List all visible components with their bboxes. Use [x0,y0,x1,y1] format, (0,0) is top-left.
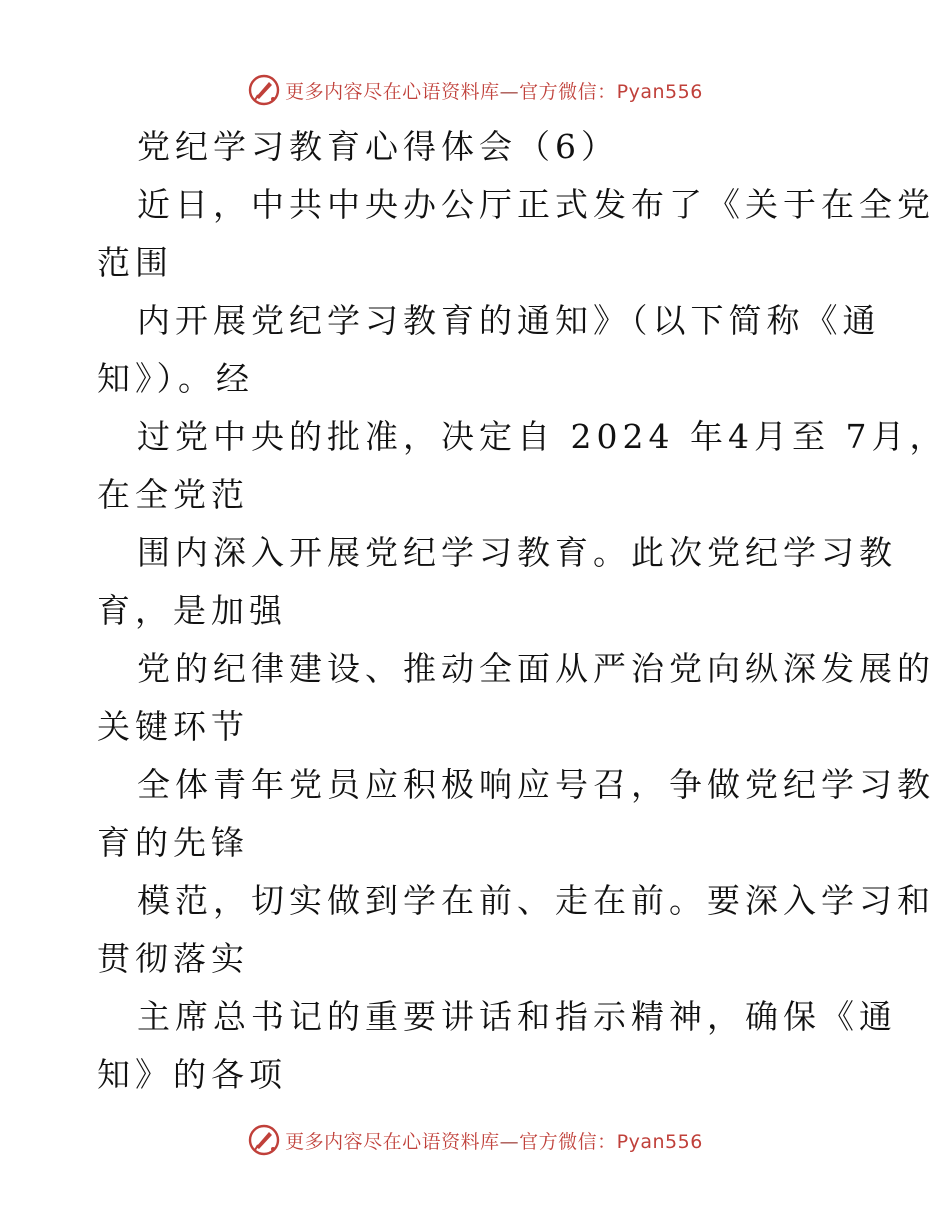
paragraph-line: 主席总书记的重要讲话和指示精神，确保《通 [137,997,897,1036]
quill-pen-icon [247,1123,281,1157]
watermark-sep: — [499,1130,520,1153]
watermark-main: 更多内容尽在心语资料库 [285,80,500,103]
paragraph-line: 全体青年党员应积极响应号召，争做党纪学习教 [137,765,935,804]
paragraph-line: 育，是加强 [97,591,287,630]
paragraph-line: 知》）。经 [97,359,254,398]
paragraph-line: 党的纪律建设、推动全面从严治党向纵深发展的 [137,649,935,688]
quill-pen-icon [247,73,281,107]
paragraph-line: 内开展党纪学习教育的通知》（以下简称《通 [137,301,881,340]
paragraph-line: 关键环节 [97,707,249,746]
document-title: 党纪学习教育心得体会（6） [137,127,619,166]
watermark-text [285,77,703,104]
watermark-main: 更多内容尽在心语资料库 [285,1130,500,1153]
footer-watermark [0,1120,950,1160]
watermark-suffix: 官方微信：Pyan556 [519,1130,703,1153]
paragraph-line: 模范，切实做到学在前、走在前。要深入学习和 [137,881,935,920]
paragraph-line: 过党中央的批准，决定自 2024 年4月至 7月， [137,417,948,456]
paragraph-line: 围内深入开展党纪学习教育。此次党纪学习教 [137,533,897,572]
paragraph-line: 知》的各项 [97,1055,287,1094]
document-body [97,118,948,1104]
paragraph-line: 范围 [97,243,173,282]
paragraph-line: 在全党范 [97,475,249,514]
watermark-sep: — [499,80,520,103]
header-watermark [0,70,950,110]
paragraph-line: 近日，中共中央办公厅正式发布了《关于在全党 [137,185,935,224]
watermark-text [285,1127,703,1154]
watermark-suffix: 官方微信：Pyan556 [519,80,703,103]
paragraph-line: 贯彻落实 [97,939,249,978]
paragraph-line: 育的先锋 [97,823,249,862]
